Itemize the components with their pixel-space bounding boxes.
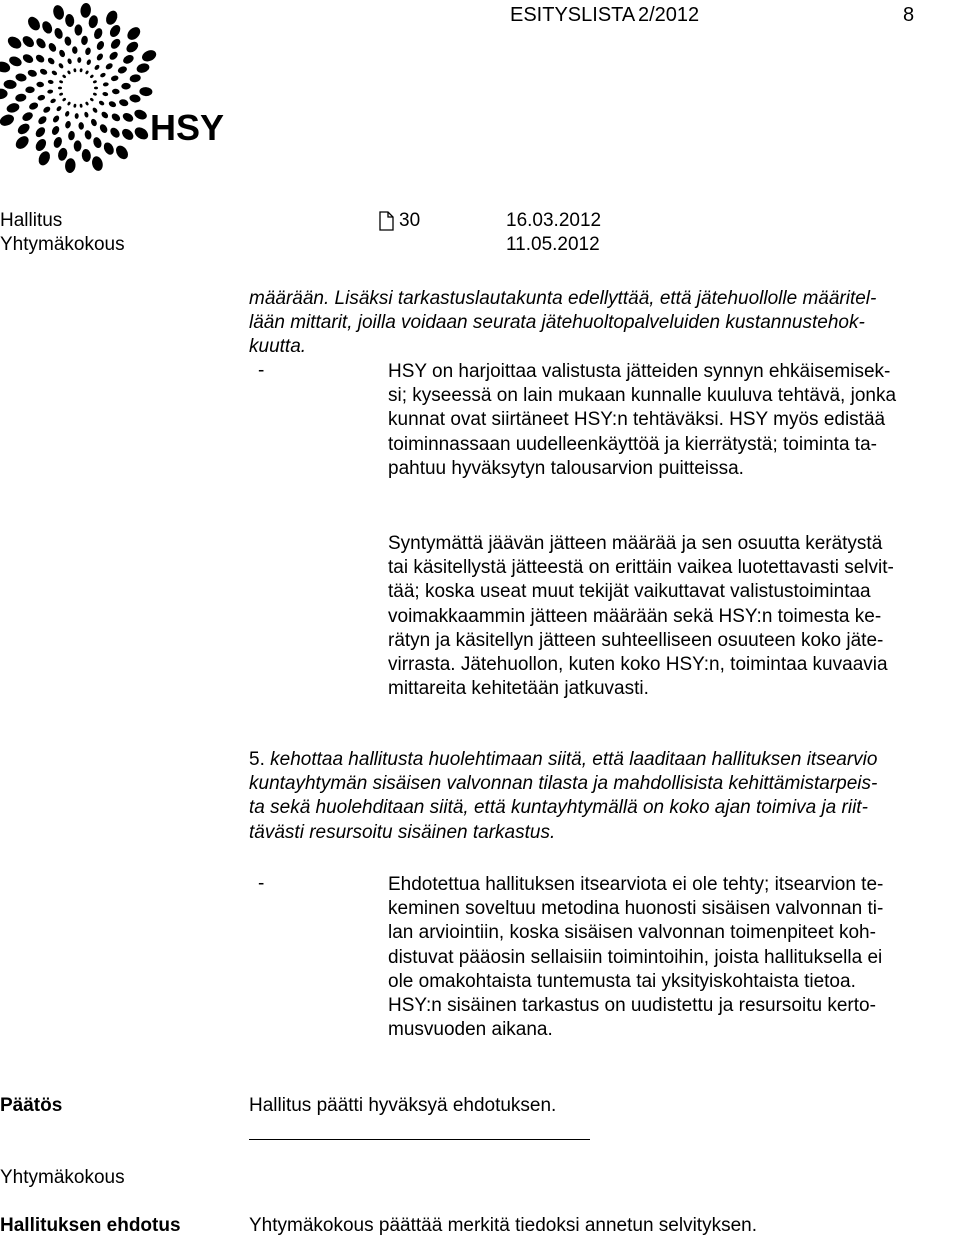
meta-date-2: 11.05.2012 [506, 234, 600, 255]
item-number-5: 5. [249, 749, 265, 770]
logo-dot [81, 35, 89, 45]
logo-dot [67, 70, 71, 75]
logo-dot [58, 49, 66, 58]
meta-assembly-name: Yhtymäkokous [0, 234, 125, 255]
logo-dot [15, 73, 27, 83]
logo-dot [100, 110, 109, 119]
logo-dot [98, 123, 109, 134]
board-proposal-text: Yhtymäkokous päättää merkitä tiedoksi annetun selvityksen. [249, 1215, 757, 1236]
text-line: tävästi resursoitu sisäinen tarkastus. [249, 821, 556, 843]
text-line: kunnat ovat siirtäneet HSY:n tehtäväksi. HSY myös edistää [388, 409, 886, 431]
logo-dot [98, 100, 105, 106]
logo-dot [8, 55, 23, 68]
logo-dot [121, 83, 131, 90]
logo-dot [129, 94, 141, 104]
logo-dot [74, 140, 82, 151]
text-line: musvuoden aikana. [388, 1019, 553, 1041]
logo-dot [140, 48, 158, 64]
logo-dot [27, 69, 38, 78]
logo-dot [93, 80, 98, 84]
logo-dot [112, 88, 120, 94]
text-line: HSY:n sisäinen tarkastus on uudistettu ja resursoitu kerto- [388, 995, 876, 1017]
logo-dot [28, 101, 39, 111]
logo-dot [90, 118, 98, 127]
logo-dot [109, 37, 122, 51]
logo-dot [64, 120, 71, 129]
logo-dot [125, 25, 143, 43]
logo-dot [40, 20, 54, 36]
logo-dot [124, 40, 140, 55]
logo-dot [59, 92, 64, 96]
logo-dot [16, 121, 32, 136]
logo-dot [92, 136, 103, 149]
bullet-dash: - [258, 360, 265, 381]
logo-dot [108, 50, 119, 61]
logo-dot [139, 87, 152, 97]
logo-dot [37, 94, 46, 101]
hsy-logo [0, 0, 225, 200]
logo-dot [58, 87, 62, 90]
logo-dot [68, 130, 76, 140]
text-line: keminen soveltuu metodina huonosti sisäisen valvonnan ti- [388, 898, 884, 920]
logo-dot [102, 92, 109, 97]
logo-dot [85, 70, 89, 75]
logo-dot [99, 72, 106, 78]
logo-dot [20, 34, 36, 49]
logo-dot [3, 80, 16, 90]
logo-dot [50, 98, 57, 104]
logo-dot [104, 9, 120, 27]
text-line: pahtuu hyväksytyn talousarvion puitteissa. [388, 457, 744, 479]
logo-dot [56, 105, 63, 112]
text-line: tää; koska useat muut tekijät vaikuttavat valistustoimintaa [388, 581, 871, 603]
logo-dot [91, 155, 105, 172]
text-line: distuvat pääosin sellaisiin toimintoihin, joista hallituksella ei [388, 946, 883, 968]
logo-dot [89, 74, 94, 79]
logo-dot [120, 127, 136, 142]
bullet-dash: - [258, 873, 265, 894]
logo-dot [105, 62, 114, 71]
logo-dot [96, 52, 105, 61]
text-line: lan arviointiin, koska sisäisen valvonnan toimenpiteet koh- [388, 922, 876, 944]
logo-dot [64, 110, 70, 117]
logo-dot [15, 93, 27, 103]
logo-dot [36, 81, 44, 87]
logo-dot [80, 3, 92, 19]
logo-dot [62, 97, 67, 102]
logo-dot [93, 92, 98, 96]
decision-label: Päätös [0, 1095, 63, 1116]
logo-dot [53, 27, 64, 40]
text-line: tai käsitellystä jätteestä on erittäin vaikea luotettavasti selvit- [388, 557, 894, 579]
text-line: HSY on harjoittaa valistusta jätteiden synnyn ehkäisemisek- [388, 361, 891, 382]
logo-dot [47, 89, 53, 94]
logo-dot [47, 79, 54, 84]
decision-text: Hallitus päätti hyväksyä ehdotuksen. [249, 1095, 557, 1116]
logo-dot [102, 141, 116, 157]
logo-dot [94, 87, 98, 90]
logo-dot [79, 68, 82, 72]
text-line: määrään. Lisäksi tarkastuslautakunta edellyttää, että jätehuollolle määritel- [249, 288, 877, 309]
logo-dot [26, 15, 43, 33]
logo-dot [117, 65, 128, 75]
logo-wordmark: HSY [150, 107, 225, 148]
logo-dot [13, 134, 31, 152]
document-type: ESITYSLISTA [510, 4, 636, 26]
separator-line [249, 1139, 590, 1140]
text-line: toiminnassaan uudelleenkäyttöä ja kierrätystä; toiminta ta- [388, 433, 877, 455]
logo-dot [25, 86, 35, 93]
logo-dot [59, 80, 64, 84]
logo-dot [21, 110, 35, 122]
text-line: lään mittarit, joilla voidaan seurata jätehuoltopalveluiden kustannustehok- [249, 312, 865, 334]
text-line: kuutta. [249, 336, 307, 358]
text-line: virrasta. Jätehuollon, kuten koko HSY:n, toimintaa kuvaavia [388, 654, 888, 676]
logo-dot [92, 107, 99, 114]
logo-dot [108, 23, 123, 39]
logo-dot [132, 125, 150, 142]
text-line: kuntayhtymän sisäisen valvonnan tilasta ja mahdollisista kehittämistarpeis- [249, 773, 878, 795]
text-line: Syntymättä jäävän jätteen määrää ja sen osuutta kerätystä [388, 533, 883, 554]
logo-dot [37, 115, 48, 126]
logo-dot [5, 102, 20, 114]
logo-dot [135, 62, 150, 74]
logo-dot [129, 74, 141, 84]
text-line: ole omakohtaista tuntemusta tai yksityiskohtaista tietoa. [388, 970, 856, 992]
logo-dot [64, 36, 72, 47]
logo-dot [58, 62, 65, 69]
item-5 [249, 748, 877, 845]
logo-dot [21, 52, 35, 64]
logo-dot [57, 147, 69, 162]
logo-dot [108, 126, 121, 140]
meta-date-1: 16.03.2012 [506, 210, 602, 231]
logo-dot [84, 130, 92, 141]
intro-paragraph [249, 287, 876, 360]
assembly-label: Yhtymäkokous [0, 1167, 125, 1188]
logo-dot [84, 111, 90, 118]
logo-dot [103, 82, 109, 87]
logo-dot [110, 112, 121, 123]
logo-dot [122, 53, 136, 65]
page-number: 8 [903, 4, 915, 26]
text-line: voimakkaammin jätteen määrään sekä HSY:n toimesta ke- [388, 605, 882, 627]
logo-dot [85, 101, 89, 106]
logo-dot [51, 70, 58, 76]
logo-dot [42, 105, 51, 114]
logo-dot [34, 125, 47, 139]
logo-dot [34, 36, 47, 50]
logo-dot [121, 111, 135, 123]
text-line: kehottaa hallitusta huolehtimaan siitä, että laaditaan hallituksen itsearvio [270, 749, 878, 770]
logo-dot [74, 24, 82, 35]
logo-dot [50, 125, 60, 136]
logo-dot [34, 137, 49, 153]
text-line: si; kyseessä on lain mukaan kunnalle kuuluva tehtävä, jonka [388, 385, 897, 407]
logo-dot [89, 97, 94, 102]
logo-dot [47, 56, 56, 65]
logo-dot [73, 68, 76, 72]
logo-dot [67, 58, 73, 65]
logo-dot [81, 149, 92, 163]
logo-dot [110, 75, 119, 82]
logo-dot [0, 88, 8, 100]
logo-dot [62, 74, 67, 79]
logo-dot [95, 40, 105, 51]
logo-dot [133, 108, 148, 121]
logo-dot [64, 158, 76, 174]
logo-dot [84, 47, 91, 56]
logo-dot [87, 14, 99, 29]
logo-dot [75, 113, 79, 119]
logo-dot [36, 149, 52, 167]
logo-dot [52, 136, 63, 149]
text-line: mittareita kehitetään jatkuvasti. [388, 678, 649, 700]
item-number: 30 [399, 210, 421, 231]
document-number: 2/2012 [638, 4, 700, 26]
logo-dot [52, 4, 66, 21]
logo-dot [72, 46, 78, 54]
logo-dot [86, 59, 92, 66]
board-proposal-label: Hallituksen ehdotus [0, 1215, 181, 1236]
logo-dot [114, 143, 131, 161]
logo-dot [0, 112, 16, 128]
logo-dot [67, 101, 71, 106]
logo-dot [78, 122, 84, 130]
text-line: Ehdotettua hallituksen itsearviota ei ole tehty; itsearvion te- [388, 874, 884, 895]
logo-dot [47, 42, 58, 53]
logo-dot [79, 103, 82, 107]
logo-dot [118, 98, 129, 107]
logo-dot [39, 68, 48, 76]
logo-dot [34, 53, 45, 64]
text-line: rätyn ja käsitellyn jätteen suhteelliseen osuuteen koko jäte- [388, 629, 884, 651]
paragraph-2 [388, 532, 894, 701]
bullet-paragraph-2 [388, 873, 883, 1042]
logo-dot [108, 100, 117, 108]
logo-dot [6, 34, 24, 51]
text-line: ta sekä huolehditaan siitä, että kuntayhtymällä on koko ajan toimiva ja riit- [249, 797, 868, 819]
logo-dot [93, 27, 104, 40]
logo-dot [64, 14, 75, 28]
logo-dot [77, 57, 81, 63]
meta-board-name: Hallitus [0, 210, 63, 231]
bullet-paragraph-1 [388, 360, 896, 481]
logo-dot [94, 64, 101, 71]
logo-dot [52, 114, 61, 123]
document-icon [379, 211, 394, 231]
logo-dot [73, 103, 76, 107]
